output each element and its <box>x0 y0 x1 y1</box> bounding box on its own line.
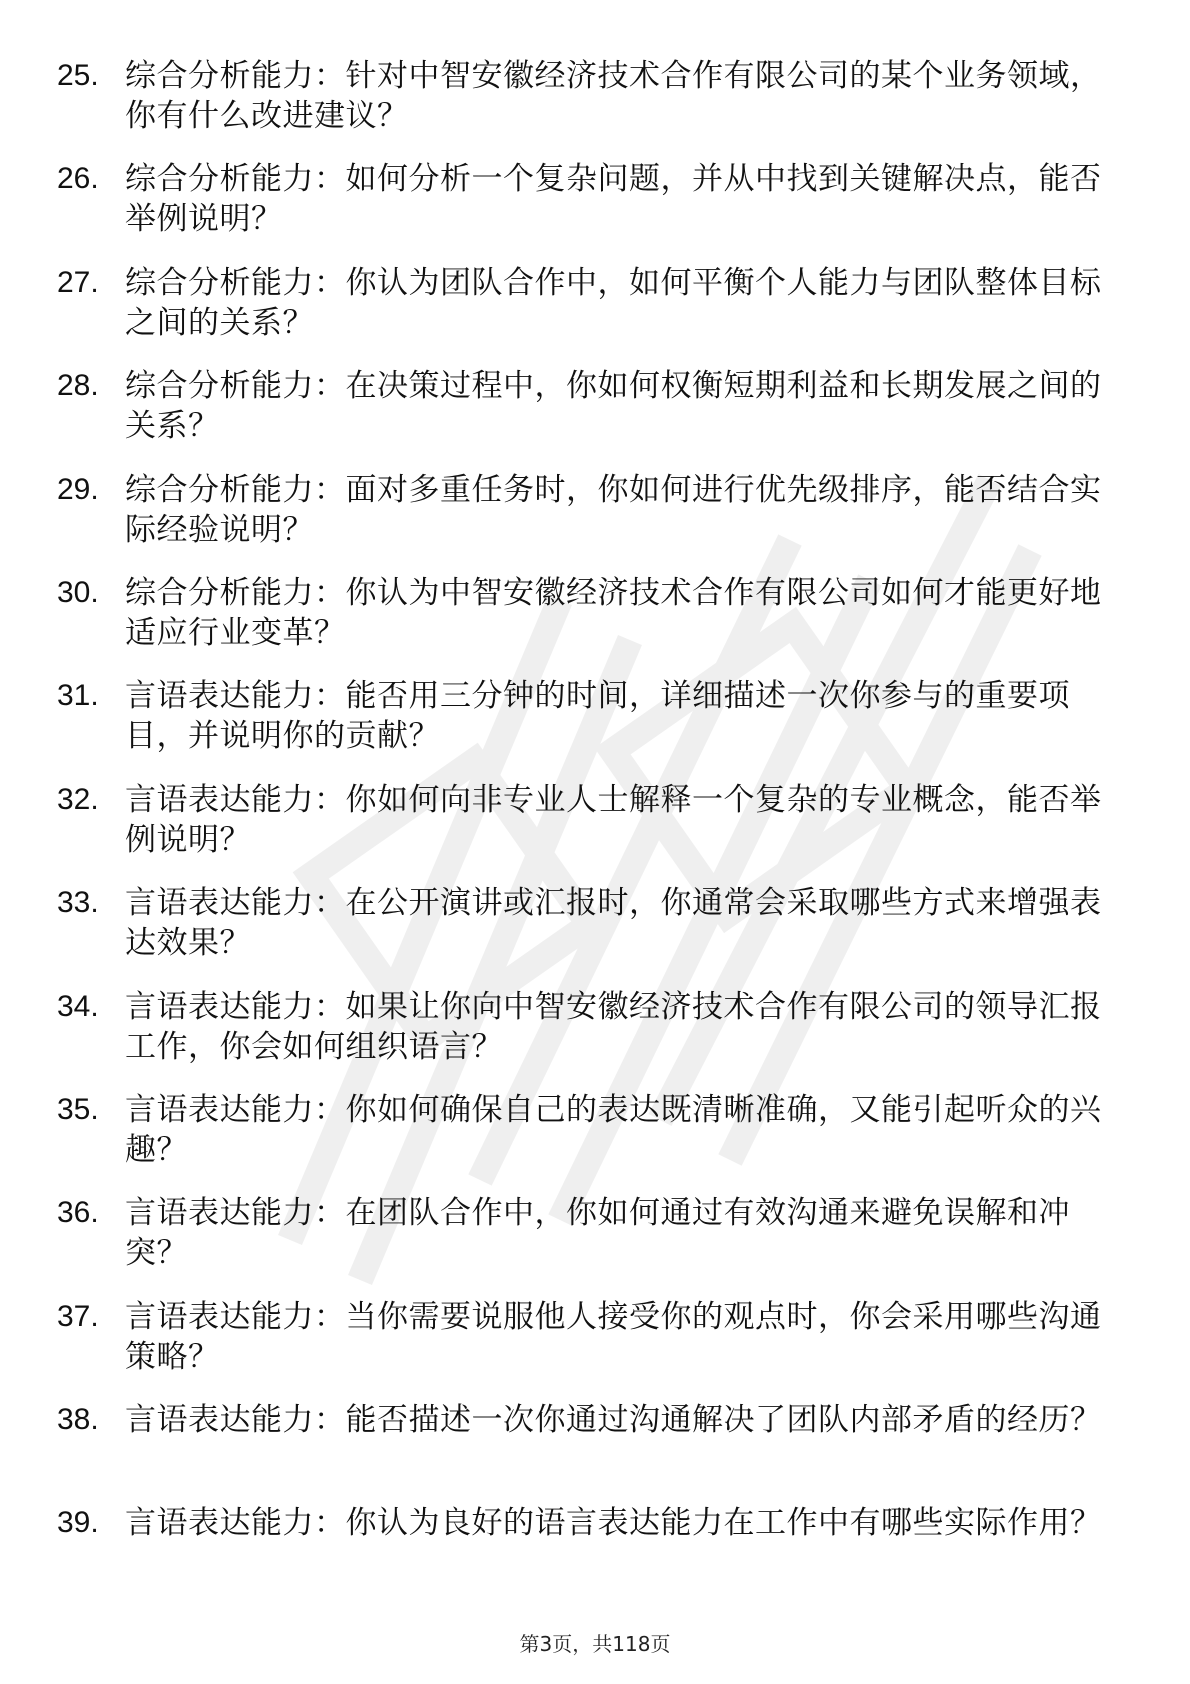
question-number: 38. <box>57 1403 99 1437</box>
question-item <box>0 366 1190 456</box>
question-number: 30. <box>57 575 99 609</box>
question-text: 综合分析能力：如何分析一个复杂问题，并从中找到关键解决点，能否举例说明？ <box>125 161 1102 238</box>
question-text: 言语表达能力：你如何确保自己的表达既清晰准确，又能引起听众的兴趣？ <box>125 1091 1102 1168</box>
question-text: 综合分析能力：面对多重任务时，你如何进行优先级排序，能否结合实际经验说明？ <box>125 471 1102 548</box>
question-number: 29. <box>57 472 99 506</box>
question-number: 34. <box>57 989 99 1023</box>
question-number: 39. <box>57 1506 99 1540</box>
question-number: 27. <box>57 265 99 299</box>
question-item <box>0 1503 1190 1593</box>
question-item <box>0 573 1190 663</box>
question-number: 31. <box>57 679 99 713</box>
question-item <box>0 987 1190 1077</box>
question-text: 言语表达能力：你如何向非专业人士解释一个复杂的专业概念，能否举例说明？ <box>125 781 1102 858</box>
question-text: 综合分析能力：你认为团队合作中，如何平衡个人能力与团队整体目标之间的关系？ <box>125 264 1102 341</box>
question-item <box>0 780 1190 870</box>
question-text: 综合分析能力：在决策过程中，你如何权衡短期利益和长期发展之间的关系？ <box>125 368 1102 445</box>
question-item <box>0 1297 1190 1387</box>
question-list <box>0 56 1190 1607</box>
question-text: 言语表达能力：当你需要说服他人接受你的观点时，你会采用哪些沟通策略？ <box>125 1298 1102 1375</box>
question-number: 36. <box>57 1196 99 1230</box>
question-text: 综合分析能力：你认为中智安徽经济技术合作有限公司如何才能更好地适应行业变革？ <box>125 574 1102 651</box>
question-text: 言语表达能力：在团队合作中，你如何通过有效沟通来避免误解和冲突？ <box>125 1195 1070 1272</box>
question-text: 言语表达能力：如果让你向中智安徽经济技术合作有限公司的领导汇报工作，你会如何组织语言？ <box>125 988 1102 1065</box>
question-item <box>0 883 1190 973</box>
question-item <box>0 263 1190 353</box>
question-text: 言语表达能力：能否描述一次你通过沟通解决了团队内部矛盾的经历？ <box>125 1402 1102 1439</box>
question-text: 言语表达能力：能否用三分钟的时间，详细描述一次你参与的重要项目，并说明你的贡献？ <box>125 678 1070 755</box>
question-text: 综合分析能力：针对中智安徽经济技术合作有限公司的某个业务领域，你有什么改进建议？ <box>125 58 1102 134</box>
question-number: 37. <box>57 1299 99 1333</box>
question-number: 28. <box>57 369 99 403</box>
question-item <box>0 1400 1190 1490</box>
question-number: 26. <box>57 162 99 196</box>
question-item <box>0 1090 1190 1180</box>
question-item <box>0 470 1190 560</box>
page-footer: 第3页，共118页 <box>519 1632 671 1656</box>
question-number: 35. <box>57 1092 99 1126</box>
question-text: 言语表达能力：你认为良好的语言表达能力在工作中有哪些实际作用？ <box>125 1505 1102 1542</box>
question-number: 25. <box>57 59 99 92</box>
question-text: 言语表达能力：在公开演讲或汇报时，你通常会采取哪些方式来增强表达效果？ <box>125 885 1102 962</box>
question-item <box>0 56 1190 146</box>
question-item <box>0 676 1190 766</box>
question-number: 32. <box>57 782 99 816</box>
question-item <box>0 1193 1190 1283</box>
question-number: 33. <box>57 886 99 920</box>
question-item <box>0 159 1190 249</box>
